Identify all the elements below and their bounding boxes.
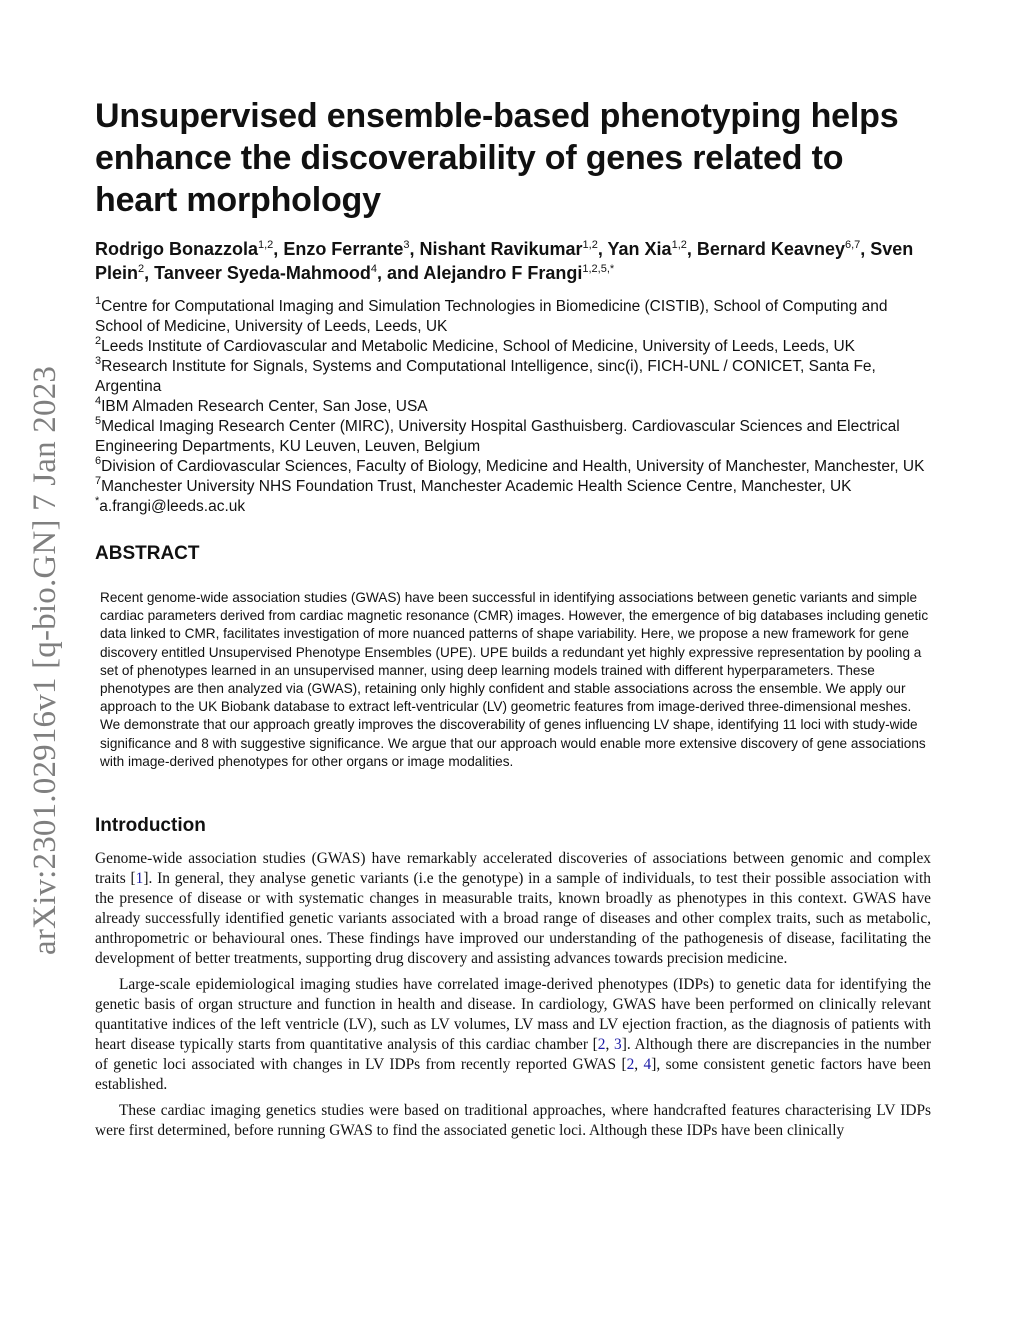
author-affiliation-marker: 1,2 [582, 239, 598, 251]
author-affiliation-marker: 1,2,5,* [582, 263, 615, 275]
author-separator: , [860, 239, 871, 259]
affiliation-item [95, 457, 931, 477]
affiliation-number: 7 [95, 475, 102, 487]
paper-page [95, 95, 931, 1141]
author-name: Sven Plein [95, 239, 914, 283]
citation-link[interactable]: 2 [626, 1056, 635, 1074]
author-separator: , [409, 239, 420, 259]
paragraph-text: ]. Although there are discrepancies in the number of genetic loci associated with changes in LV IDPs from recently reported GWAS [ [95, 1036, 931, 1074]
author-affiliation-marker: 6,7 [844, 239, 861, 251]
author-name: Nishant Ravikumar [419, 239, 583, 259]
author-separator: , [273, 239, 284, 259]
author-list [95, 237, 931, 285]
introduction-paragraph-3 [95, 1101, 931, 1141]
citation-link[interactable]: 4 [643, 1056, 652, 1074]
paragraph-text: Large-scale epidemiological imaging studies have correlated image-derived phenotypes (IDPs) to genetic data for identifying the genetic basis of organ structure and function in health and disease. In cardiology, GWAS have been performed on clinically relevant quantitative indices of the left ventricle (LV), such as LV volumes, LV mass and LV ejection fraction, as the diagnosis of patients with heart disease typically starts from quantitative analysis of this cardiac chamber [ [95, 976, 931, 1054]
abstract-body: Recent genome-wide association studies (GWAS) have been successful in identifying associations between genetic variants and simple cardiac parameters derived from cardiac magnetic resonance (CMR) images. However, the emergence of big databases including genetic data linked to CMR, facilitates investigation of more nuanced patterns of shape variability. Here, we propose a new framework for gene discovery entitled Unsupervised Phenotype Ensembles (UPE). UPE builds a redundant yet highly expressive representation by pooling a set of phenotypes learned in an unsupervised manner, using deep learning models trained with different hyperparameters. These phenotypes are then analyzed via (GWAS), retaining only highly confident and stable associations across the ensemble. We apply our approach to the UK Biobank database to extract left-ventricular (LV) geometric features from image-derived three-dimensional meshes. We demonstrate that our approach greatly improves the discoverability of genes influencing LV shape, identifying 11 loci with study-wide significance and 8 with suggestive significance. We argue that our approach would enable more extensive discovery of gene associations with image-derived phenotypes for other organs or image modalities. [100, 590, 929, 769]
author-affiliation-marker: 4 [370, 263, 378, 275]
affiliation-text: Research Institute for Signals, Systems and Computational Intelligence, sinc(i), FICH-UNL / CONICET, Santa Fe, Argentina [95, 358, 876, 395]
affiliation-item [95, 477, 931, 497]
author-name: Bernard Keavney [696, 239, 845, 259]
affiliation-text: Manchester University NHS Foundation Trust, Manchester Academic Health Science Centre, Manchester, UK [101, 478, 852, 495]
affiliation-item [95, 397, 931, 417]
author-separator: , [686, 239, 697, 259]
author-name: Rodrigo Bonazzola [95, 239, 258, 259]
affiliation-item [95, 337, 931, 357]
author-name: Tanveer Syeda-Mahmood [154, 263, 371, 283]
paper-title: Unsupervised ensemble-based phenotyping helps enhance the discoverability of genes related to heart morphology [95, 97, 899, 219]
introduction-paragraph-2 [95, 975, 931, 1095]
affiliation-number: 6 [95, 455, 102, 467]
author-affiliation-marker: 1,2 [671, 239, 687, 251]
affiliation-text: IBM Almaden Research Center, San Jose, USA [101, 398, 428, 415]
citation-link[interactable]: 1 [135, 870, 144, 888]
citation-link[interactable]: 2 [597, 1036, 606, 1054]
affiliation-text: Leeds Institute of Cardiovascular and Metabolic Medicine, School of Medicine, University of Leeds, Leeds, UK [101, 338, 855, 355]
author-separator: , [144, 263, 155, 283]
affiliation-text: a.frangi@leeds.ac.uk [99, 498, 246, 515]
affiliation-number: * [95, 495, 100, 507]
affiliation-number: 3 [95, 355, 102, 367]
paragraph-text: , [634, 1056, 644, 1074]
affiliation-text: Division of Cardiovascular Sciences, Faculty of Biology, Medicine and Health, University of Manchester, Manchester, UK [101, 458, 925, 475]
author-affiliation-marker: 3 [403, 239, 410, 251]
introduction-paragraph-1 [95, 849, 931, 969]
affiliation-item [95, 297, 931, 337]
corresponding-email[interactable] [95, 497, 931, 517]
affiliation-number: 5 [95, 415, 102, 427]
author-affiliation-marker: 2 [138, 263, 145, 275]
author-name: Yan Xia [607, 239, 672, 259]
author-name: Enzo Ferrante [283, 239, 404, 259]
affiliation-number: 1 [95, 295, 102, 307]
paragraph-text: ]. In general, they analyse genetic variants (i.e the genotype) in a sample of individuals, to test their possible association with the presence of disease or with systematic changes in measurable traits, known broadly as phenotypes in this context. GWAS have already successfully identified genetic variants associated with a broad range of diseases and other complex traits, such as metabolic, anthropometric or behavioural ones. These findings have improved our understanding of the pathogenesis of disease, facilitating the development of better treatments, supporting drug discovery and assisting advances towards precision medicine. [95, 870, 931, 968]
paragraph-text: , [605, 1036, 615, 1054]
affiliation-text: Centre for Computational Imaging and Simulation Technologies in Biomedicine (CISTIB), School of Computing and School of Medicine, University of Leeds, Leeds, UK [95, 298, 888, 335]
abstract-heading: ABSTRACT [95, 543, 200, 564]
affiliation-text: Medical Imaging Research Center (MIRC), University Hospital Gasthuisberg. Cardiovascular Sciences and Electrical Engineering Departments, KU Leuven, Leuven, Belgium [95, 418, 900, 455]
affiliation-number: 4 [95, 395, 102, 407]
author-affiliation-marker: 1,2 [258, 239, 274, 251]
paragraph-text: Genome-wide association studies (GWAS) have remarkably accelerated discoveries of associations between genomic and complex traits [ [95, 850, 931, 888]
arxiv-identifier-stamp: arXiv:2301.02916v1 [q-bio.GN] 7 Jan 2023 [27, 365, 63, 955]
introduction-heading: Introduction [95, 815, 206, 837]
author-separator: , and [377, 263, 424, 283]
paragraph-text: ], some consistent genetic factors have been established. [95, 1056, 931, 1094]
affiliation-item [95, 357, 931, 397]
affiliation-item [95, 417, 931, 457]
affiliation-list [95, 297, 931, 517]
author-name: Alejandro F Frangi [423, 263, 583, 283]
paragraph-text: These cardiac imaging genetics studies were based on traditional approaches, where handcrafted features characterising LV IDPs were first determined, before running GWAS to find the associated genetic loci. Although these IDPs have been clinically [95, 1102, 931, 1140]
citation-link[interactable]: 3 [614, 1036, 622, 1054]
affiliation-number: 2 [95, 335, 102, 347]
author-separator: , [597, 239, 608, 259]
